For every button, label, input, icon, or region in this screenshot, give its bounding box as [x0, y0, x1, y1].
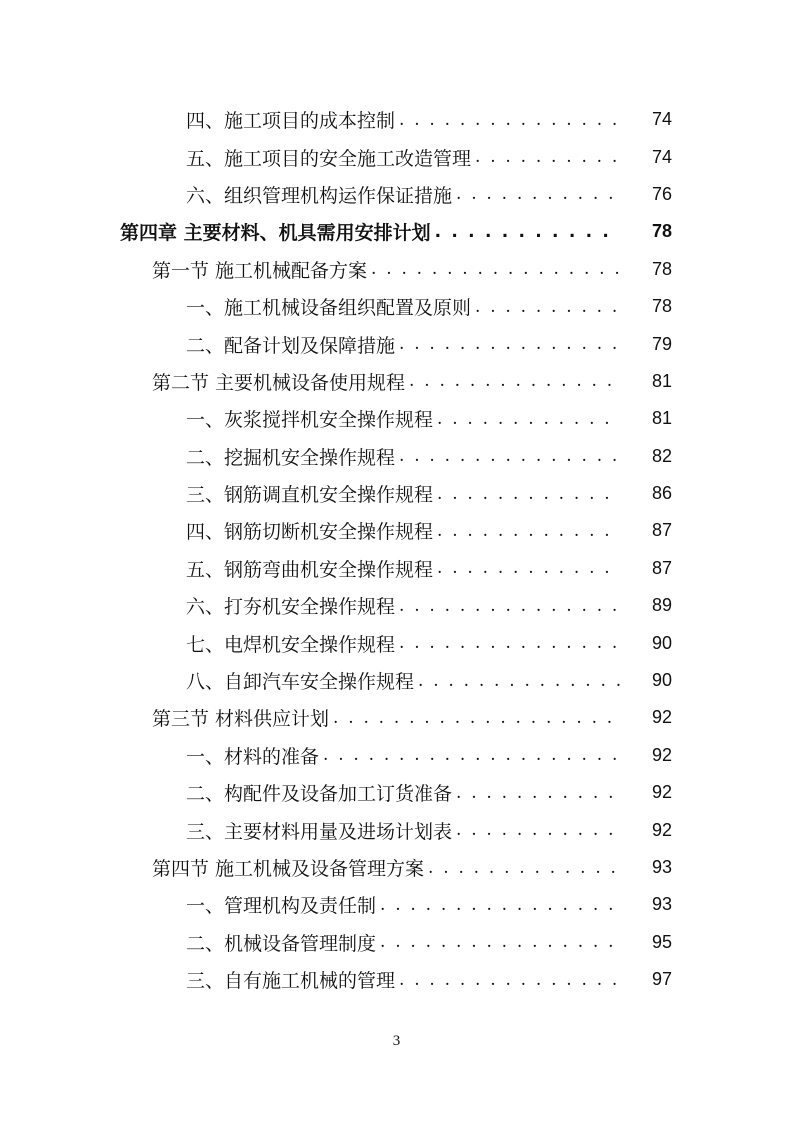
- toc-entry[interactable]: [0, 176, 793, 213]
- toc-entry-page: 79: [651, 333, 672, 354]
- toc-section-label: 第三节 材料供应计划: [152, 704, 333, 731]
- toc-entry-page: 89: [651, 595, 672, 616]
- toc-leader-dots: [399, 334, 620, 354]
- toc-entry-page: 90: [651, 670, 672, 691]
- toc-entry-label: 二、配备计划及保障措施: [186, 331, 399, 358]
- toc-section-entry[interactable]: [0, 251, 793, 288]
- toc-section-label: 第四节 施工机械及设备管理方案: [152, 854, 428, 881]
- toc-entry-label: 六、打夯机安全操作规程: [186, 592, 399, 619]
- toc-entry-label: 一、施工机械设备组织配置及原则: [186, 293, 475, 320]
- page-number: 3: [392, 1033, 401, 1049]
- toc-section-page: 78: [651, 258, 672, 279]
- toc-leader-dots: [456, 820, 620, 840]
- toc-leader-dots: [333, 708, 620, 728]
- toc-chapter-label: 第四章 主要材料、机具需用安排计划: [120, 218, 435, 245]
- toc-entry-page: 92: [651, 782, 672, 803]
- toc-entry[interactable]: [0, 138, 793, 175]
- toc-entry[interactable]: [0, 587, 793, 624]
- toc-entry-page: 86: [651, 483, 672, 504]
- toc-leader-dots: [435, 222, 620, 242]
- toc-leader-dots: [456, 184, 620, 204]
- toc-entry-label: 一、灰浆搅拌机安全操作规程: [186, 405, 437, 432]
- toc-entry[interactable]: [0, 101, 793, 138]
- toc-entry-label: 三、自有施工机械的管理: [186, 966, 399, 993]
- toc-leader-dots: [323, 745, 620, 765]
- toc-entry-page: 93: [651, 894, 672, 915]
- toc-entry[interactable]: [0, 811, 793, 848]
- toc-leader-dots: [399, 596, 620, 616]
- toc-entry-label: 三、主要材料用量及进场计划表: [186, 817, 456, 844]
- toc-entry-page: 78: [651, 296, 672, 317]
- toc-entry[interactable]: [0, 400, 793, 437]
- toc-entry-page: 74: [651, 109, 672, 130]
- toc-entry-page: 90: [651, 632, 672, 653]
- toc-entry[interactable]: [0, 737, 793, 774]
- toc-leader-dots: [409, 371, 620, 391]
- toc-leader-dots: [399, 633, 620, 653]
- toc-section-entry[interactable]: [0, 849, 793, 886]
- toc-entry-label: 五、施工项目的安全施工改造管理: [186, 144, 475, 171]
- toc-entry-label: 三、钢筋调直机安全操作规程: [186, 480, 437, 507]
- toc-leader-dots: [399, 970, 620, 990]
- toc-leader-dots: [437, 558, 620, 578]
- toc-entry[interactable]: [0, 438, 793, 475]
- toc-entry-page: 92: [651, 744, 672, 765]
- toc-section-page: 81: [651, 370, 672, 391]
- toc-section-label: 第二节 主要机械设备使用规程: [152, 368, 409, 395]
- toc-entry-page: 76: [651, 183, 672, 204]
- toc-entry-page: 92: [651, 819, 672, 840]
- toc-leader-dots: [428, 858, 620, 878]
- toc-leader-dots: [371, 259, 620, 279]
- toc-entry[interactable]: [0, 624, 793, 661]
- toc-leader-dots: [456, 783, 620, 803]
- toc-chapter-entry[interactable]: [0, 213, 793, 250]
- toc-entry-label: 七、电焊机安全操作规程: [186, 630, 399, 657]
- toc-section-entry[interactable]: [0, 699, 793, 736]
- toc-entry[interactable]: [0, 512, 793, 549]
- toc-entry[interactable]: [0, 325, 793, 362]
- toc-entry[interactable]: [0, 774, 793, 811]
- toc-leader-dots: [475, 147, 620, 167]
- toc-leader-dots: [380, 895, 620, 915]
- toc-entry[interactable]: [0, 475, 793, 512]
- toc-leader-dots: [437, 521, 620, 541]
- toc-entry-page: 74: [651, 146, 672, 167]
- toc-leader-dots: [399, 110, 620, 130]
- toc-entry-label: 六、组织管理机构运作保证措施: [186, 181, 456, 208]
- toc-entry-label: 一、材料的准备: [186, 742, 323, 769]
- toc-entry-label: 八、自卸汽车安全操作规程: [186, 667, 418, 694]
- toc-entry-page: 97: [651, 969, 672, 990]
- toc-entry-label: 二、构配件及设备加工订货准备: [186, 779, 456, 806]
- toc-entry-page: 87: [651, 557, 672, 578]
- toc-entry[interactable]: [0, 550, 793, 587]
- toc-entry[interactable]: [0, 662, 793, 699]
- table-of-contents: [0, 101, 793, 998]
- toc-entry-label: 一、管理机构及责任制: [186, 891, 380, 918]
- toc-section-page: 92: [651, 707, 672, 728]
- toc-entry[interactable]: [0, 961, 793, 998]
- toc-leader-dots: [418, 671, 620, 691]
- toc-leader-dots: [380, 932, 620, 952]
- toc-entry-page: 87: [651, 520, 672, 541]
- toc-leader-dots: [475, 297, 620, 317]
- toc-entry-label: 四、施工项目的成本控制: [186, 106, 399, 133]
- toc-entry[interactable]: [0, 288, 793, 325]
- toc-section-entry[interactable]: [0, 363, 793, 400]
- toc-leader-dots: [399, 446, 620, 466]
- toc-leader-dots: [437, 409, 620, 429]
- toc-entry-page: 95: [651, 931, 672, 952]
- toc-entry-label: 五、钢筋弯曲机安全操作规程: [186, 555, 437, 582]
- toc-section-label: 第一节 施工机械配备方案: [152, 256, 371, 283]
- toc-entry-label: 二、挖掘机安全操作规程: [186, 443, 399, 470]
- toc-entry[interactable]: [0, 924, 793, 961]
- toc-entry-page: 82: [651, 445, 672, 466]
- toc-leader-dots: [437, 484, 620, 504]
- toc-entry-label: 四、钢筋切断机安全操作规程: [186, 517, 437, 544]
- toc-entry-label: 二、机械设备管理制度: [186, 929, 380, 956]
- toc-chapter-page: 78: [651, 221, 672, 242]
- toc-entry[interactable]: [0, 886, 793, 923]
- toc-entry-page: 81: [651, 408, 672, 429]
- toc-section-page: 93: [651, 857, 672, 877]
